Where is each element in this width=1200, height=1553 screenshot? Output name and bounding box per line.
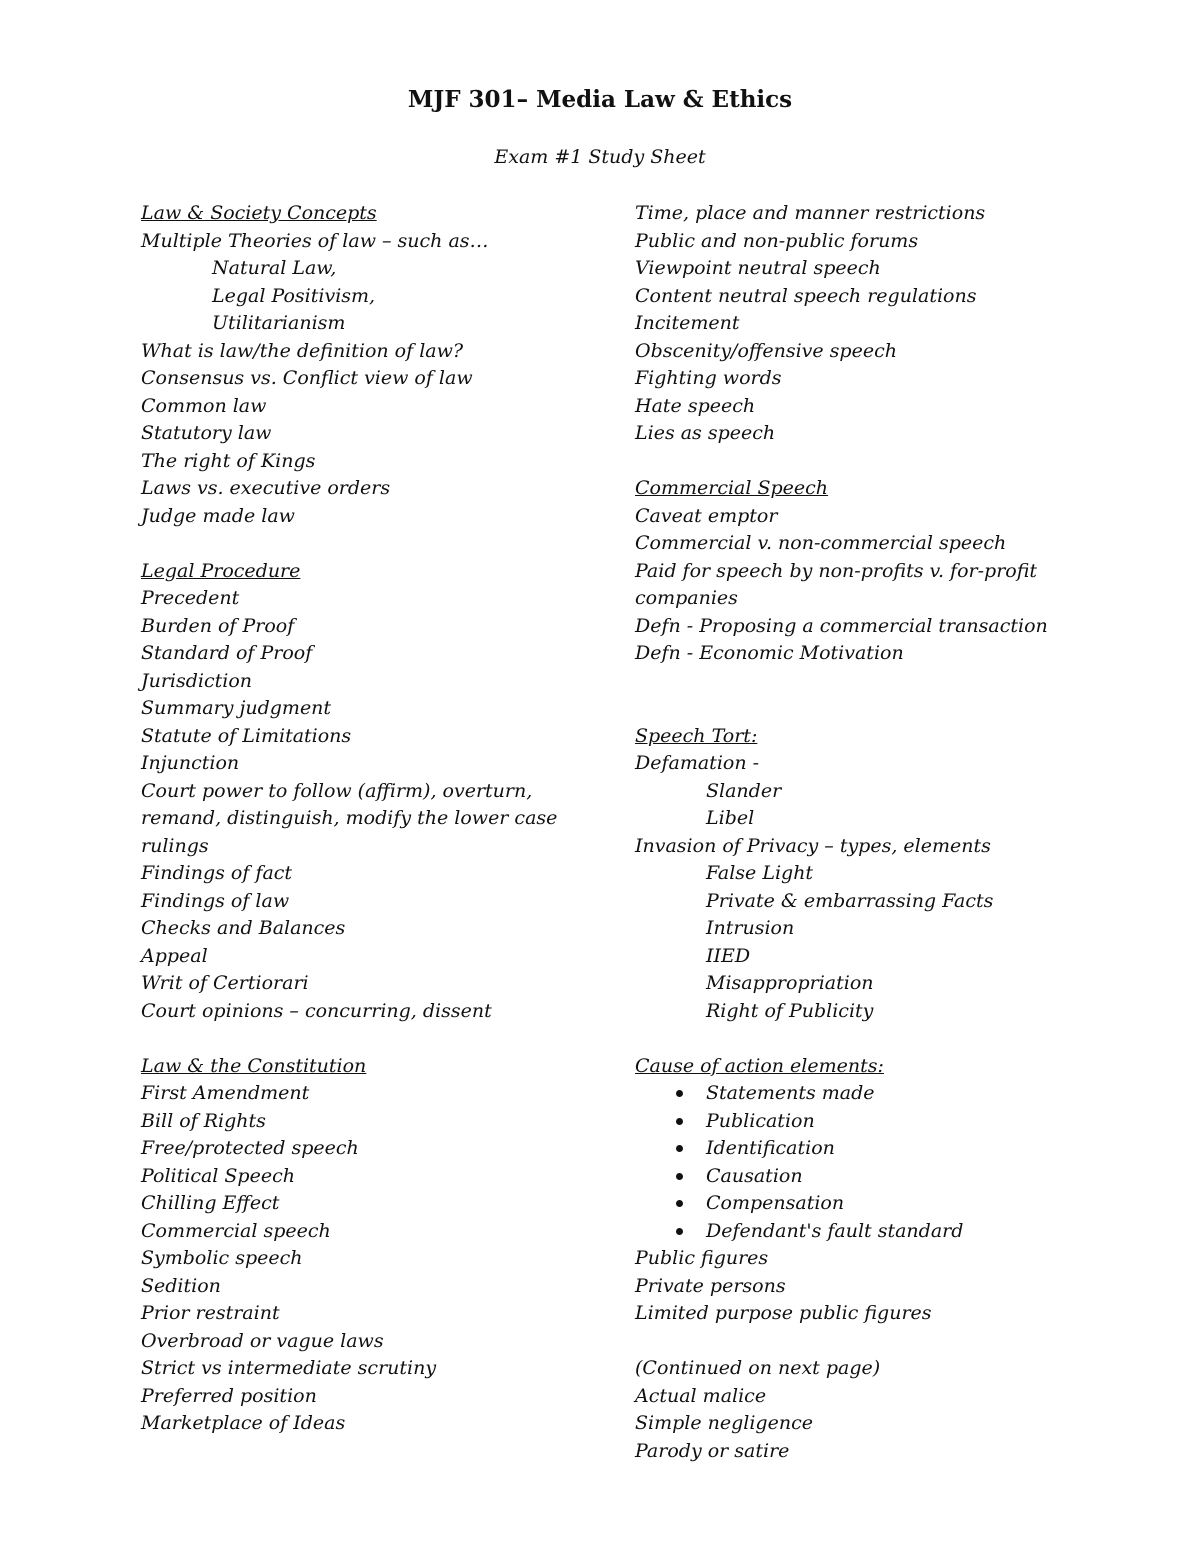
list-item: Findings of fact: [141, 862, 293, 884]
list-item: Defn - Proposing a commercial transaction: [635, 614, 1048, 637]
list-item: Intrusion: [706, 917, 795, 939]
list-item: IIED: [706, 944, 751, 967]
list-item: Free/protected speech: [141, 1137, 359, 1159]
section-heading: Legal Procedure: [141, 559, 301, 582]
section-heading: Law & the Constitution: [141, 1054, 367, 1077]
list-item: Prior restraint: [141, 1302, 280, 1324]
bullet-item: [635, 1190, 1115, 1218]
list-item: Defamation -: [635, 752, 760, 774]
list-item: Commercial speech: [141, 1219, 331, 1242]
list-item: Sedition: [141, 1274, 221, 1297]
bullet-icon: [676, 1145, 683, 1152]
section-law-constitution: [141, 1053, 581, 1438]
bullet-text: Causation: [706, 1164, 803, 1187]
list-item: Slander: [706, 779, 782, 802]
list-item: Simple negligence: [635, 1412, 813, 1434]
list-item: Fighting words: [635, 367, 782, 389]
bullet-text: Statements made: [706, 1082, 875, 1104]
list-item: Legal Positivism,: [212, 284, 376, 307]
list-item: Utilitarianism: [212, 312, 346, 334]
list-item: Laws vs. executive orders: [141, 477, 391, 499]
continued-note: (Continued on next page): [635, 1357, 881, 1379]
list-item: rulings: [141, 834, 209, 857]
list-item: Incitement: [635, 312, 740, 334]
list-item: Burden of Proof: [141, 614, 295, 637]
list-item: Appeal: [141, 944, 208, 967]
list-item: Standard of Proof: [141, 642, 313, 664]
list-item: Bill of Rights: [141, 1109, 266, 1132]
section-heading: Law & Society Concepts: [141, 202, 377, 224]
bullet-item: [635, 1080, 1115, 1108]
list-item: Viewpoint neutral speech: [635, 257, 881, 279]
list-item: Public and non-public forums: [635, 229, 919, 252]
list-item: First Amendment: [141, 1082, 310, 1104]
section-speech-regulation: [635, 200, 1115, 448]
list-item: False Light: [706, 862, 814, 884]
section-heading: Commercial Speech: [635, 477, 829, 499]
list-item: Court power to follow (affirm), overturn,: [141, 779, 533, 802]
list-item: Actual malice: [635, 1384, 767, 1407]
list-item: Strict vs intermediate scrutiny: [141, 1357, 437, 1379]
list-item: Injunction: [141, 752, 240, 774]
bullet-item: [635, 1135, 1115, 1163]
list-item: Statutory law: [141, 422, 272, 444]
bullet-icon: [676, 1090, 683, 1097]
list-item: What is law/the definition of law?: [141, 339, 464, 362]
list-item: Lies as speech: [635, 422, 776, 444]
bullet-text: Defendant's fault standard: [706, 1219, 964, 1242]
list-item: Chilling Effect: [141, 1192, 280, 1214]
section-heading: Speech Tort:: [635, 724, 758, 747]
list-item: Content neutral speech regulations: [635, 284, 977, 307]
list-item: Public figures: [635, 1247, 769, 1269]
bullet-text: Compensation: [706, 1192, 845, 1214]
list-item: Consensus vs. Conflict view of law: [141, 367, 473, 389]
list-item: Limited purpose public figures: [635, 1302, 932, 1324]
list-item: remand, distinguish, modify the lower case: [141, 807, 558, 829]
list-item: Multiple Theories of law – such as…: [141, 229, 489, 252]
list-item: Findings of law: [141, 889, 290, 912]
list-item: Summary judgment: [141, 697, 332, 719]
list-item: Checks and Balances: [141, 917, 346, 939]
section-continued: [635, 1355, 1115, 1465]
bullet-item: [635, 1108, 1115, 1136]
section-law-society: [141, 200, 581, 530]
list-item: Right of Publicity: [706, 999, 874, 1022]
list-item: Preferred position: [141, 1384, 317, 1407]
list-item: The right of Kings: [141, 449, 316, 472]
page-subtitle: Exam #1 Study Sheet: [494, 146, 706, 168]
list-item: Parody or satire: [635, 1439, 790, 1462]
bullet-text: Publication: [706, 1109, 815, 1132]
list-item: Marketplace of Ideas: [141, 1412, 346, 1434]
list-item: Common law: [141, 394, 267, 417]
bullet-item: [635, 1163, 1115, 1191]
section-cause-of-action: [635, 1053, 1115, 1328]
right-column: [635, 200, 1115, 1465]
page-title: MJF 301– Media Law & Ethics: [407, 86, 793, 113]
list-item: Defn - Economic Motivation: [635, 642, 904, 664]
list-item: Writ of Certiorari: [141, 972, 309, 994]
list-item: Obscenity/offensive speech: [635, 339, 897, 362]
list-item: Commercial v. non-commercial speech: [635, 532, 1007, 554]
list-item: Judge made law: [141, 504, 295, 527]
list-item: Invasion of Privacy – types, elements: [635, 834, 991, 857]
list-item: Misappropriation: [706, 972, 874, 994]
list-item: Natural Law,: [212, 257, 337, 279]
list-item: Caveat emptor: [635, 504, 778, 527]
list-item: Time, place and manner restrictions: [635, 202, 986, 224]
list-item: companies: [635, 587, 738, 609]
list-item: Hate speech: [635, 394, 756, 417]
section-legal-procedure: [141, 558, 581, 1026]
list-item: Political Speech: [141, 1164, 295, 1187]
section-heading: Cause of action elements:: [635, 1054, 884, 1077]
section-commercial-speech: [635, 475, 1115, 668]
list-item: Statute of Limitations: [141, 724, 352, 747]
bullet-icon: [676, 1173, 683, 1180]
bullet-text: Identification: [706, 1137, 835, 1159]
list-item: Precedent: [141, 587, 240, 609]
list-item: Symbolic speech: [141, 1247, 303, 1269]
list-item: Paid for speech by non-profits v. for-profit: [635, 559, 1038, 582]
list-item: Court opinions – concurring, dissent: [141, 999, 492, 1022]
section-speech-tort: [635, 723, 1115, 1026]
bullet-icon: [676, 1118, 683, 1125]
left-column: [141, 200, 581, 1438]
list-item: Private persons: [635, 1274, 786, 1297]
list-item: Libel: [706, 807, 755, 829]
list-item: Jurisdiction: [141, 669, 253, 692]
list-item: Private & embarrassing Facts: [706, 889, 994, 912]
bullet-icon: [676, 1200, 683, 1207]
bullet-icon: [676, 1228, 683, 1235]
bullet-item: [635, 1218, 1115, 1246]
list-item: Overbroad or vague laws: [141, 1329, 384, 1352]
